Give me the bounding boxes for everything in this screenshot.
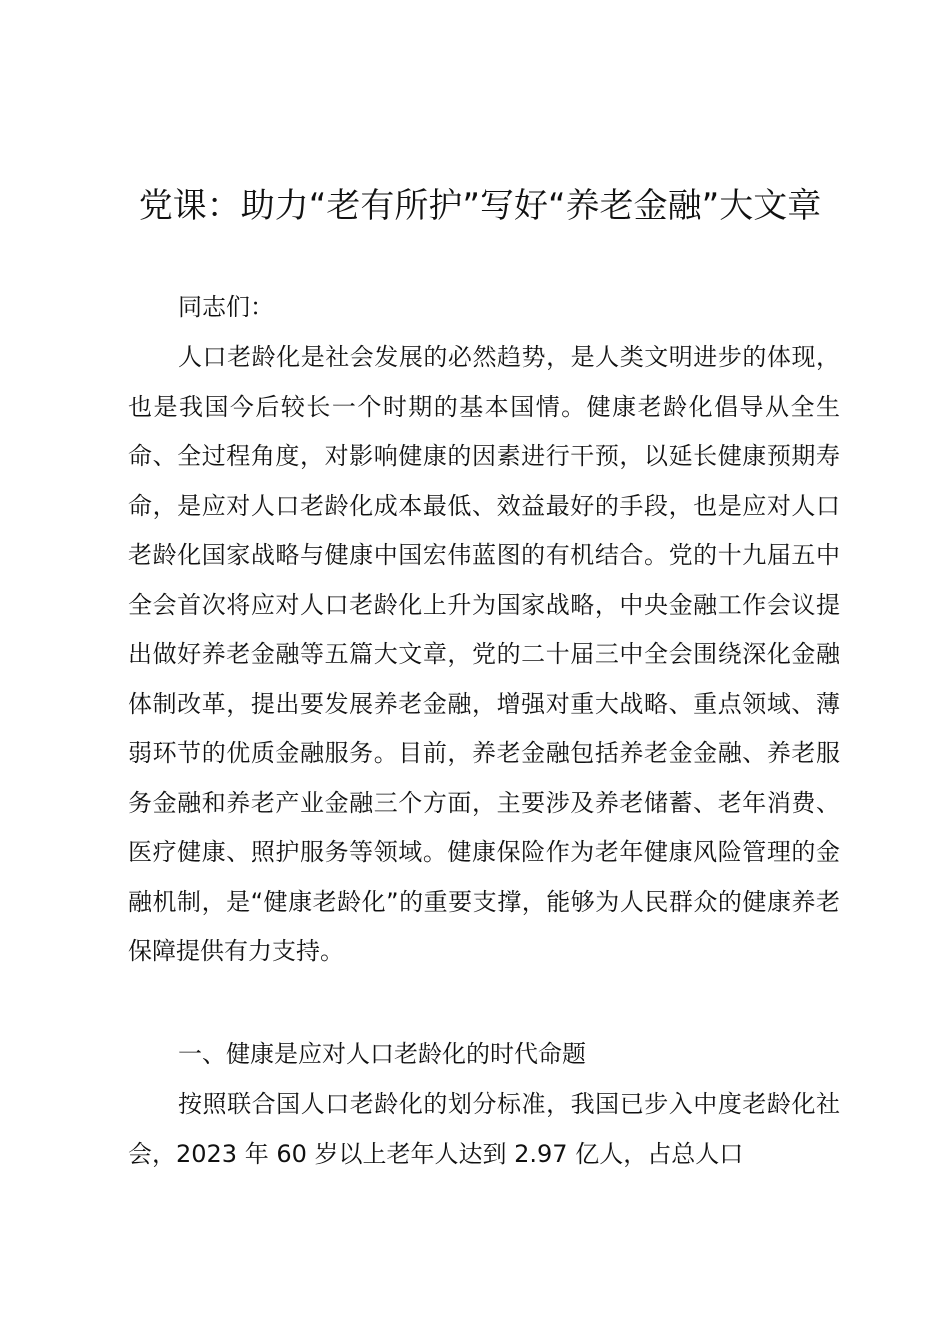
section-heading: 一、健康是应对人口老龄化的时代命题 xyxy=(178,1040,586,1068)
body-paragraph: 按照联合国人口老龄化的划分标准，我国已步入中度老龄化社会，2023 年 60 岁以上老年人达到 2.97 亿人，占总人口 xyxy=(128,1090,840,1168)
body-paragraph: 人口老龄化是社会发展的必然趋势，是人类文明进步的体现，也是我国今后较长一个时期的基本国情。健康老龄化倡导从全生命、全过程角度，对影响健康的因素进行干预，以延长健康预期寿命，是应对人口老龄化成本最低、效益最好的手段，也是应对人口老龄化国家战略与健康中国宏伟蓝图的有机结合。党的十九届五中全会首次将应对人口老龄化上升为国家战略，中央金融工作会议提出做好养老金融等五篇大文章，党的二十届三中全会围绕深化金融体制改革，提出要发展养老金融，增强对重大战略、重点领域、薄弱环节的优质金融服务。目前，养老金融包括养老金金融、养老服务金融和养老产业金融三个方面，主要涉及养老储蓄、老年消费、医疗健康、照护服务等领域。健康保险作为老年健康风险管理的金融机制，是“健康老龄化”的重要支撑，能够为人民群众的健康养老保障提供有力支持。 xyxy=(128,343,840,965)
document-title: 党课：助力“老有所护”写好“养老金融”大文章 xyxy=(138,186,822,226)
greeting: 同志们： xyxy=(178,293,274,321)
